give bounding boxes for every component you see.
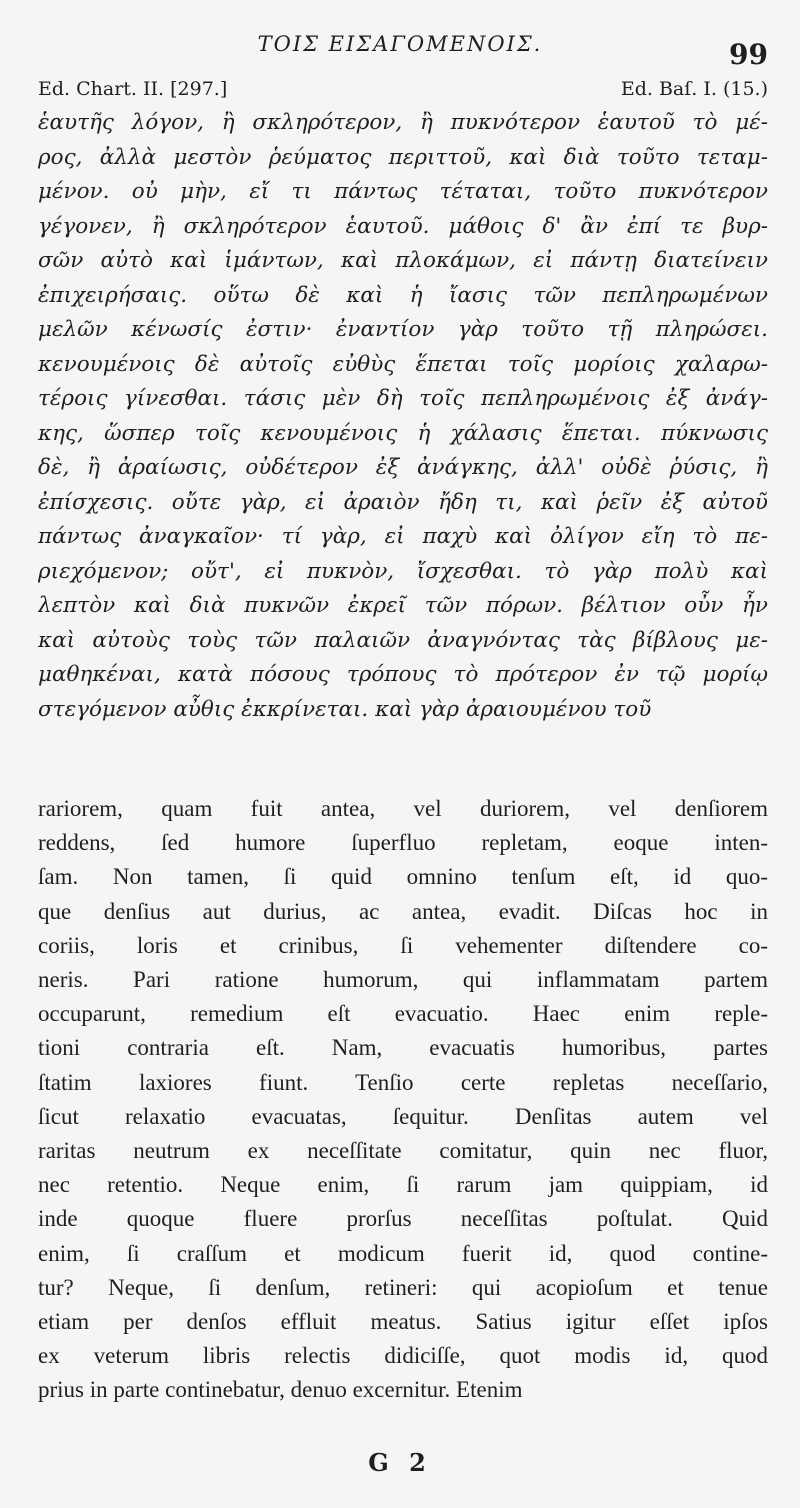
greek-text-line: μένον. οὐ μὴν, εἴ τι πάντως τέταται, τοῦτο πυκνότερον: [38, 179, 768, 204]
greek-text-line: στεγόμενον αὖθις ἐκκρίνεται. καὶ γὰρ ἀραιουμένου τοῦ: [38, 696, 652, 722]
greek-text-line: πάντως ἀναγκαῖον· τί γὰρ, εἰ παχὺ καὶ ὀλίγον εἴη τὸ πε-: [38, 524, 768, 549]
greek-text-line: ἐπιχειρήσαις. οὕτω δὲ καὶ ἡ ἴασις τῶν πεπληρωμένων: [38, 282, 768, 308]
edition-ref-basel: Ed. Baſ. I. (15.): [620, 78, 768, 100]
latin-text-line: etiam per denſos effluit meatus. Satius igitur eſſet ipſos: [38, 1309, 768, 1335]
latin-text-line: occuparunt, remedium eſt evacuatio. Haec enim reple-: [38, 1001, 768, 1027]
greek-text-line: κης, ὥσπερ τοῖς κενουμένοις ἡ χάλασις ἕπεται. πύκνωσις: [38, 420, 768, 446]
greek-text-line: δὲ, ἢ ἀραίωσις, οὐδέτερον ἐξ ἀνάγκης, ἀλλ' οὐδὲ ῥύσις, ἢ: [38, 455, 768, 480]
latin-text-line: que denſius aut durius, ac antea, evadit. Diſcas hoc in: [38, 898, 768, 924]
greek-text-line: λεπτὸν καὶ διὰ πυκνῶν ἐκρεῖ τῶν πόρων. βέλτιον οὖν ἦν: [38, 593, 768, 618]
latin-text-line: enim, ſi craſſum et modicum fuerit id, quod contine-: [38, 1240, 768, 1266]
page-number: 99: [729, 38, 768, 71]
signature-mark: G 2: [368, 1448, 432, 1477]
edition-references: [38, 78, 768, 104]
greek-text-line: τέροις γίνεσθαι. τάσις μὲν δὴ τοῖς πεπληρωμένοις ἐξ ἀνάγ-: [38, 386, 768, 411]
greek-text-line: καὶ αὐτοὺς τοὺς τῶν παλαιῶν ἀναγνόντας τὰς βίβλους με-: [38, 627, 768, 653]
latin-text-line: tioni contraria eſt. Nam, evacuatis humoribus, partes: [38, 1035, 768, 1061]
running-head: ΤΟΙΣ ΕΙΣΑΓΟΜΕΝΟΙΣ.: [257, 32, 543, 56]
latin-text-line: rariorem, quam fuit antea, vel duriorem, vel denſiorem: [38, 796, 768, 821]
latin-text-line: ſam. Non tamen, ſi quid omnino tenſum eſt, id quo-: [38, 864, 768, 890]
greek-text-line: γέγονεν, ἢ σκληρότερον ἑαυτοῦ. μάθοις δ' ἂν ἐπί τε βυρ-: [38, 213, 768, 239]
latin-text-line: ſtatim laxiores fiunt. Tenſio certe repletas neceſſario,: [38, 1069, 768, 1095]
greek-text-line: μαθηκέναι, κατὰ πόσους τρόπους τὸ πρότερον ἐν τῷ μορίῳ: [38, 662, 768, 687]
latin-text-block: [38, 792, 768, 1408]
greek-text-line: ρος, ἀλλὰ μεστὸν ῥεύματος περιττοῦ, καὶ διὰ τοῦτο τεταμ-: [38, 144, 768, 170]
edition-ref-chartier: Ed. Chart. II. [297.]: [38, 78, 228, 100]
latin-text-line: raritas neutrum ex neceſſitate comitatur, quin nec fluor,: [38, 1138, 768, 1164]
latin-text-line: neris. Pari ratione humorum, qui inflammatam partem: [38, 967, 768, 993]
greek-text-line: ἑαυτῆς λόγον, ἢ σκληρότερον, ἢ πυκνότερον ἑαυτοῦ τὸ μέ-: [38, 110, 768, 135]
greek-text-line: σῶν αὐτὸ καὶ ἱμάντων, καὶ πλοκάμων, εἰ πάντῃ διατείνειν: [38, 248, 768, 273]
greek-text-block: [38, 106, 768, 727]
greek-text-line: ἐπίσχεσις. οὔτε γὰρ, εἰ ἀραιὸν ἤδη τι, καὶ ῥεῖν ἐξ αὐτοῦ: [38, 489, 768, 515]
greek-text-line: μελῶν κένωσίς ἐστιν· ἐναντίον γὰρ τοῦτο τῇ πληρώσει.: [38, 317, 768, 342]
greek-text-line: ριεχόμενον; οὔτ', εἰ πυκνὸν, ἴσχεσθαι. τὸ γὰρ πολὺ καὶ: [38, 558, 768, 584]
latin-text-line: prius in parte continebatur, denuo excernitur. Etenim: [38, 1377, 523, 1403]
latin-text-line: ex veterum libris relectis didiciſſe, quot modis id, quod: [38, 1343, 768, 1369]
latin-text-line: coriis, loris et crinibus, ſi vehementer diſtendere co-: [38, 932, 768, 958]
latin-text-line: nec retentio. Neque enim, ſi rarum jam quippiam, id: [38, 1172, 768, 1198]
greek-text-line: κενουμένοις δὲ αὐτοῖς εὐθὺς ἕπεται τοῖς μορίοις χαλαρω-: [38, 351, 768, 377]
latin-text-line: ſicut relaxatio evacuatas, ſequitur. Denſitas autem vel: [38, 1103, 768, 1129]
latin-text-line: tur? Neque, ſi denſum, retineri: qui acopioſum et tenue: [38, 1274, 768, 1300]
latin-text-line: reddens, ſed humore ſuperfluo repletam, eoque inten-: [38, 830, 768, 856]
latin-text-line: inde quoque fluere prorſus neceſſitas poſtulat. Quid: [38, 1206, 768, 1232]
